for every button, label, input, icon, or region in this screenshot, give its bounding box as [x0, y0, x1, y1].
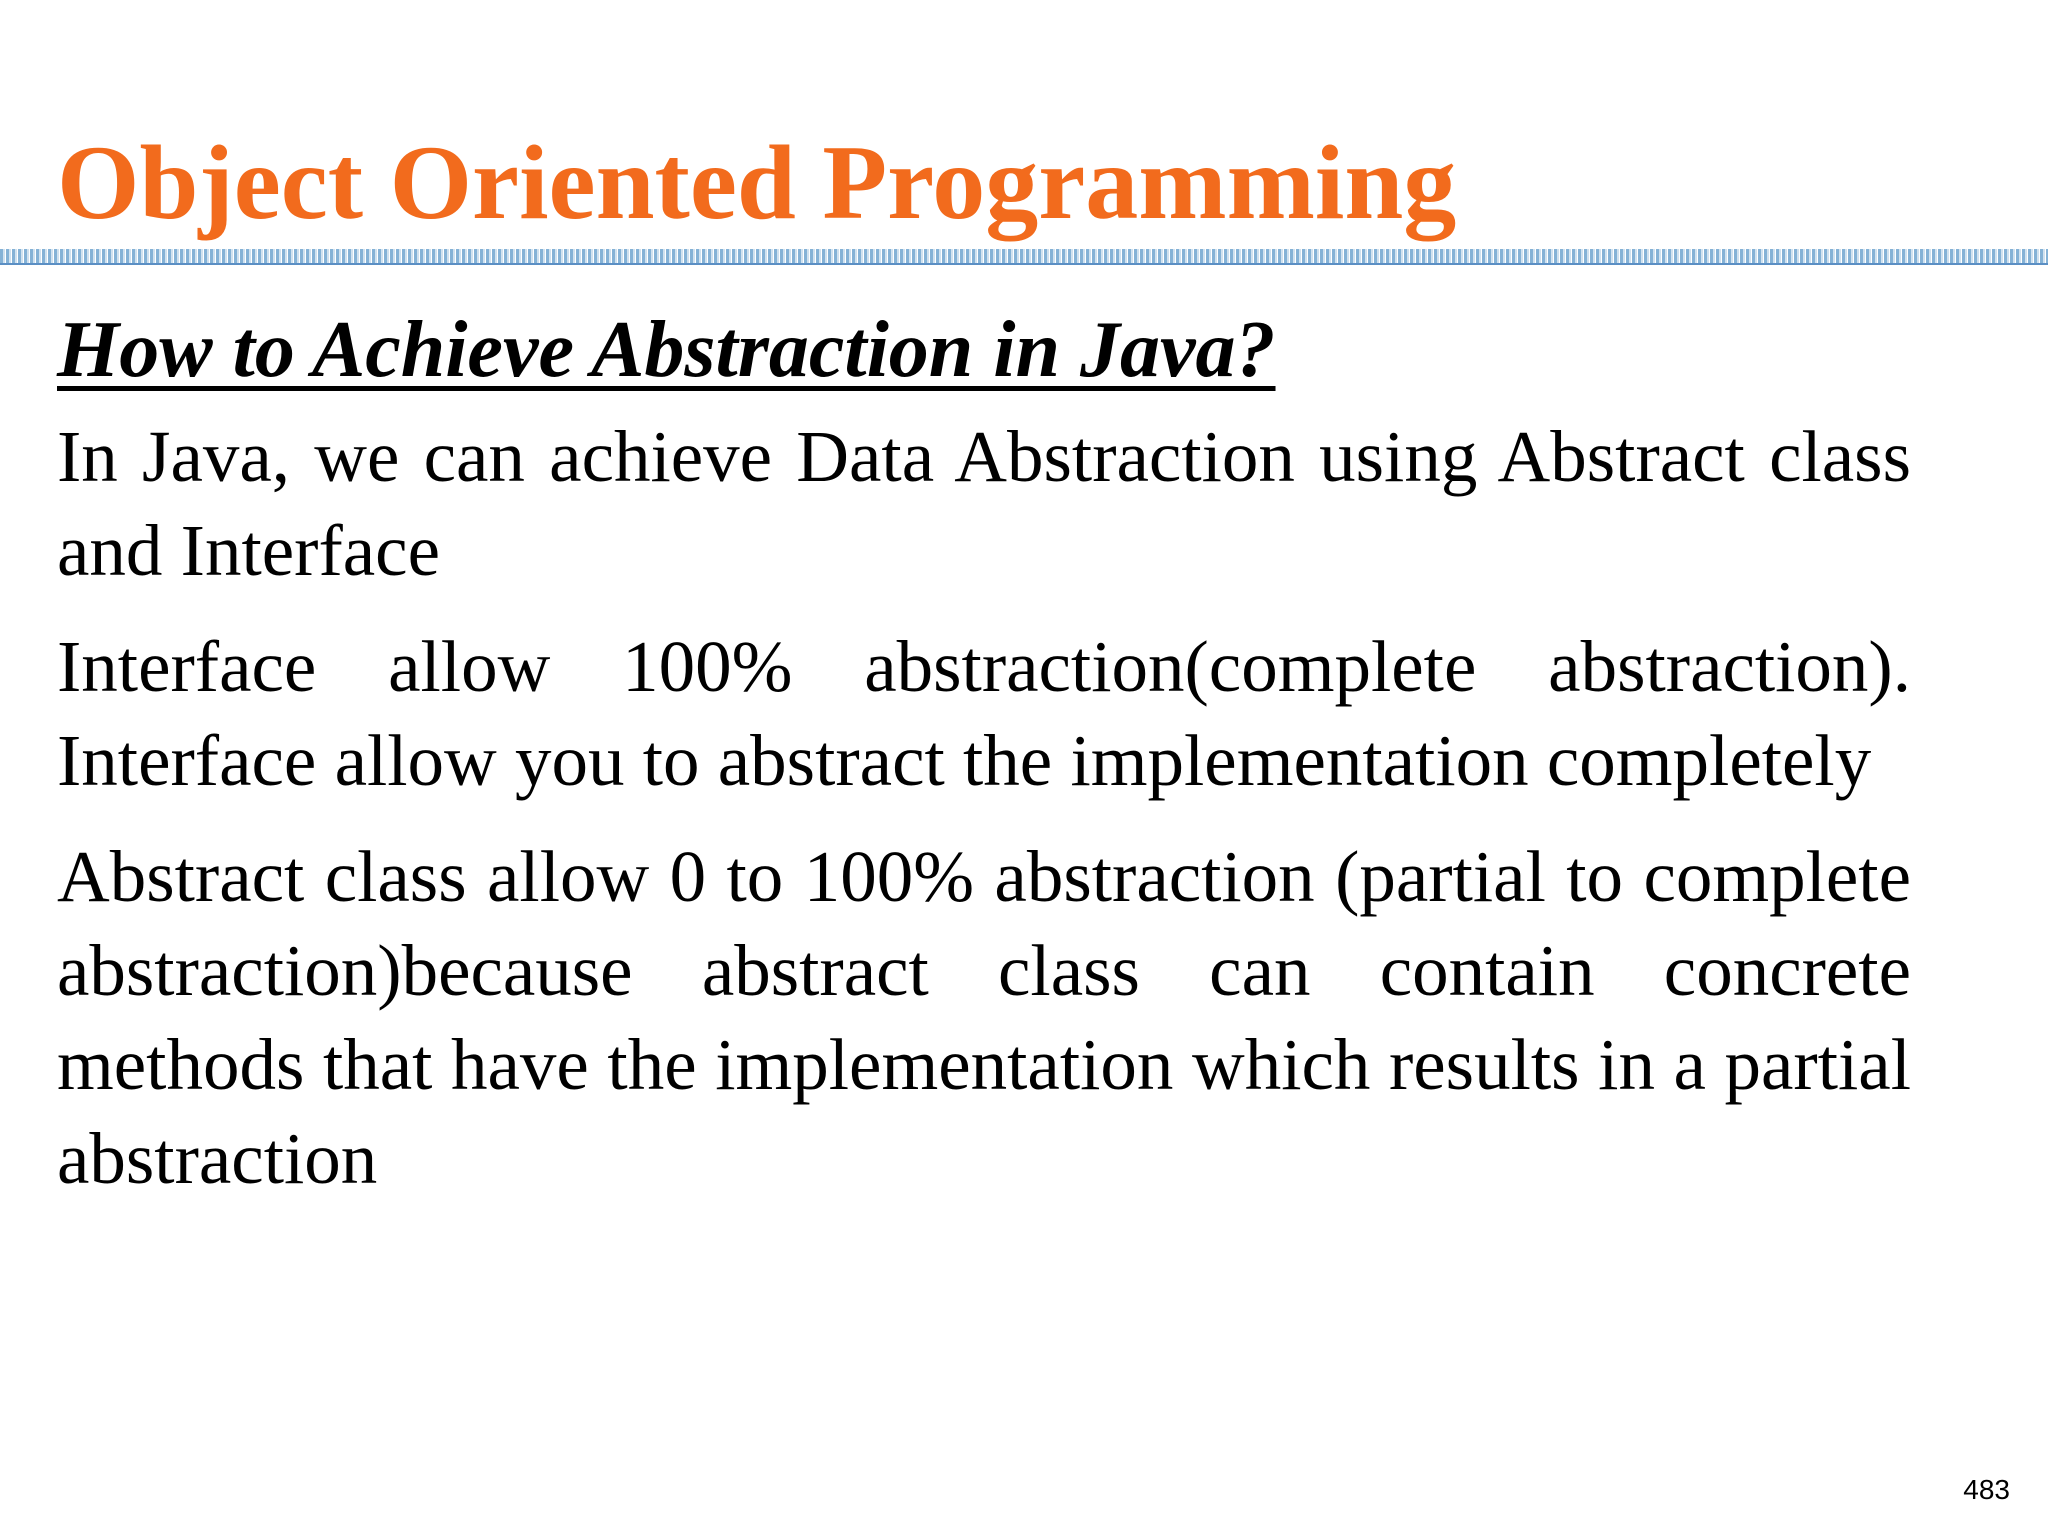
- slide-content: [57, 300, 1911, 1206]
- paragraph-interface: Interface allow 100% abstraction(complete abstraction). Interface allow you to abstract the implementation completely: [57, 626, 1911, 801]
- page-number: 483: [1963, 1474, 2010, 1505]
- section-heading: How to Achieve Abstraction in Java?: [57, 306, 1276, 394]
- title-divider-line: [0, 263, 2048, 265]
- paragraph-abstract-class: Abstract class allow 0 to 100% abstraction (partial to complete abstraction)because abstract class can contain concrete methods that have the implementation which results in a partial abstraction: [57, 836, 1911, 1199]
- slide-title: Object Oriented Programming: [57, 124, 1457, 241]
- paragraph-abstraction-methods: In Java, we can achieve Data Abstraction using Abstract class and Interface: [57, 416, 1911, 591]
